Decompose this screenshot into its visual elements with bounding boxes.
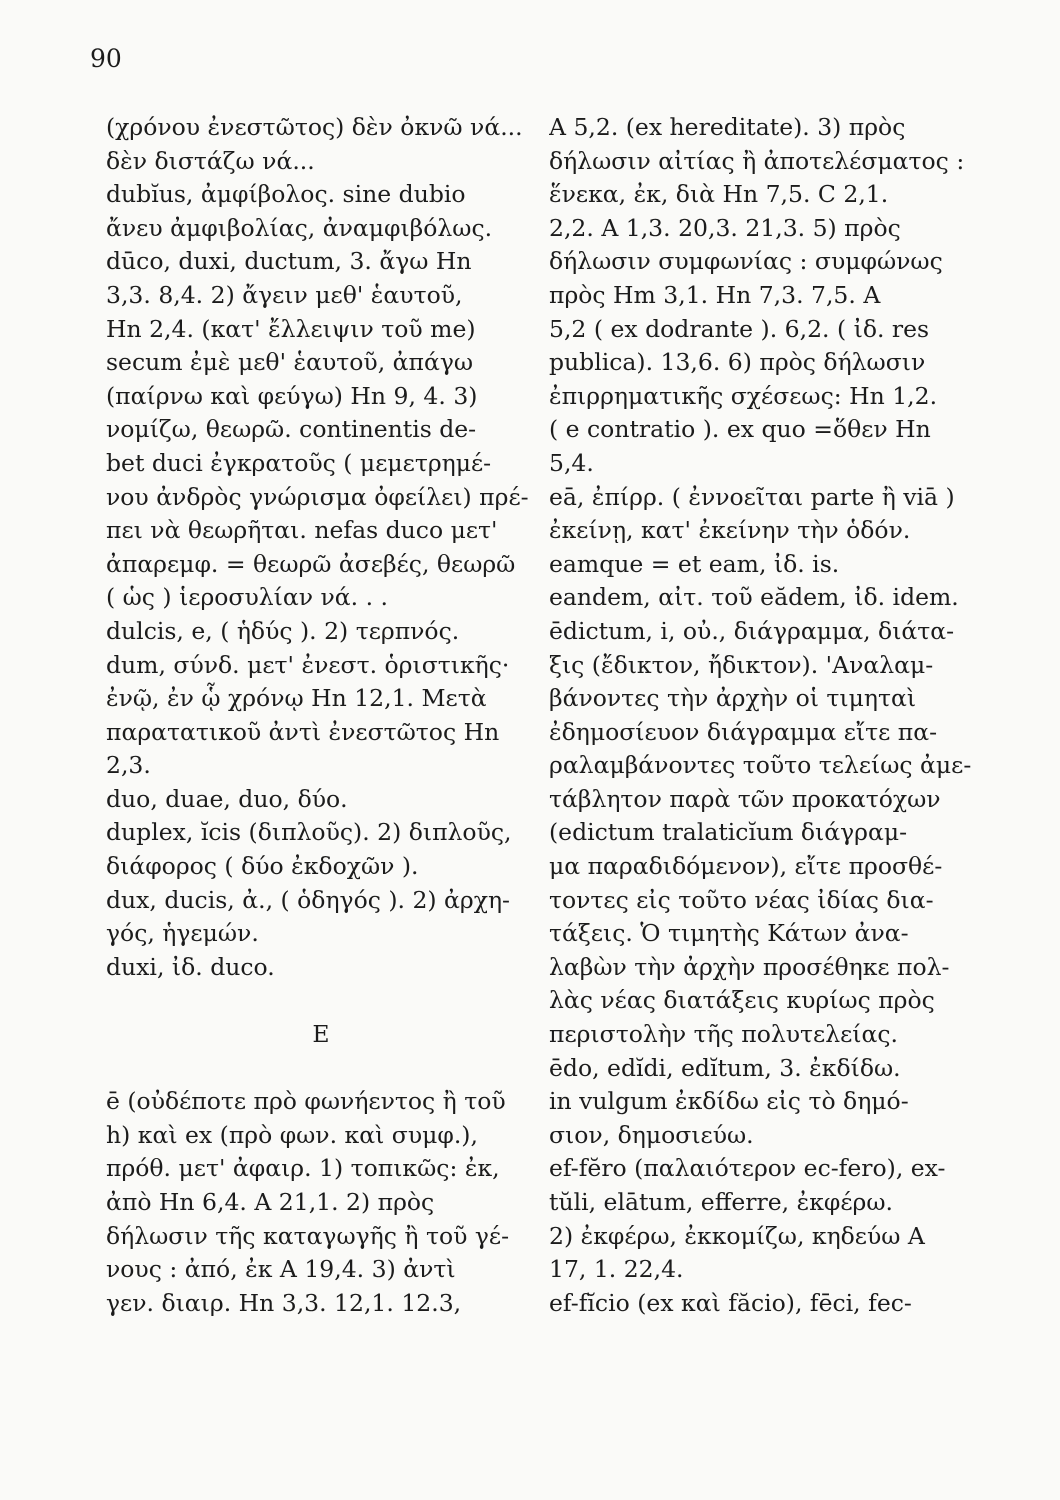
- text-line: dubĭus, ἀμφίβολος. sine dubio: [106, 180, 466, 209]
- text-line: (χρόνου ἐνεστῶτος) δὲν ὀκνῶ νά...: [106, 113, 523, 141]
- text-line: ἕνεκα, ἐκ, διὰ Hn 7,5. C 2,1.: [549, 180, 889, 209]
- text-line: ēdo, edĭdi, edĭtum, 3. ἐκδίδω.: [549, 1053, 901, 1082]
- text-line: [106, 984, 536, 1018]
- text-line: ( ὡς ) ἱεροσυλίαν νά. . .: [106, 583, 388, 612]
- text-line: secum ἐμὲ μεθ' ἑαυτοῦ, ἀπάγω: [106, 348, 474, 377]
- text-line: dūco, duxi, ductum, 3. ἄγω Hn: [106, 247, 472, 276]
- left-column: [106, 111, 536, 1320]
- text-line: Hn 2,4. (κατ' ἔλλειψιν τοῦ me): [106, 314, 476, 343]
- text-line: πει νὰ θεωρῆται. nefas duco μετ': [106, 516, 498, 545]
- text-line: δὲν διστάζω νά...: [106, 146, 315, 175]
- text-line: publica). 13,6. 6) πρὸς δήλωσιν: [549, 348, 926, 377]
- text-line: ραλαμβάνοντες τοῦτο τελείως ἀμε-: [549, 751, 972, 780]
- text-line: δήλωσιν συμφωνίας : συμφώνως: [549, 247, 943, 276]
- text-line: γεν. διαιρ. Hn 3,3. 12,1. 12.3,: [106, 1288, 462, 1317]
- text-line: διάφορος ( δύο ἐκδοχῶν ).: [106, 852, 419, 881]
- page-number: 90: [90, 44, 122, 73]
- text-line: ef-fĕro (παλαιότερον ec-fero), ex-: [549, 1154, 946, 1183]
- text-line: τάξεις. Ὁ τιμητὴς Κάτων ἀνα-: [549, 919, 909, 948]
- text-line: ( e contratio ). ex quo =ὅθεν Hn: [549, 415, 931, 444]
- text-line: dux, ducis, ἀ., ( ὁδηγός ). 2) ἀρχη-: [106, 885, 510, 914]
- text-line: tŭli, elātum, efferre, ἐκφέρω.: [549, 1188, 893, 1216]
- text-line: ἐκείνῃ, κατ' ἐκείνην τὴν ὁδόν.: [549, 516, 911, 545]
- text-line: πρόθ. μετ' ἀφαιρ. 1) τοπικῶς: ἐκ,: [106, 1154, 500, 1183]
- text-line: (edictum tralaticĭum διάγραμ-: [549, 818, 908, 847]
- text-line: ἀπὸ Hn 6,4. A 21,1. 2) πρὸς: [106, 1188, 435, 1216]
- text-line: σιον, δημοσιεύω.: [549, 1120, 754, 1149]
- text-line: eā, ἐπίρρ. ( ἐννοεῖται parte ἢ viā ): [549, 482, 955, 511]
- text-line: duxi, ἰδ. duco.: [106, 952, 275, 981]
- text-line: h) καὶ ex (πρὸ φων. καὶ συμφ.),: [106, 1120, 478, 1149]
- text-line: ἀπαρεμφ. = θεωρῶ ἀσεβές, θεωρῶ: [106, 549, 516, 578]
- text-line: 2,2. A 1,3. 20,3. 21,3. 5) πρὸς: [549, 213, 901, 242]
- text-line: νου ἀνδρὸς γνώρισμα ὀφείλει) πρέ-: [106, 482, 529, 511]
- text-line: eamque = et eam, ἰδ. is.: [549, 549, 840, 578]
- text-line: λαβὼν τὴν ἀρχὴν προσέθηκε πολ-: [549, 952, 950, 981]
- text-line: in vulgum ἐκδίδω εἰς τὸ δημό-: [549, 1087, 909, 1116]
- text-line: νους : ἀπό, ἐκ A 19,4. 3) ἀντὶ: [106, 1255, 456, 1284]
- text-line: [106, 1052, 536, 1086]
- text-line: 17, 1. 22,4.: [549, 1255, 684, 1284]
- text-line: μα παραδιδόμενον), εἴτε προσθέ-: [549, 852, 943, 881]
- section-letter: E: [312, 1020, 330, 1049]
- text-line: ἐπιρρηματικῆς σχέσεως: Hn 1,2.: [549, 381, 938, 410]
- text-line: βάνοντες τὴν ἀρχὴν οἱ τιμηταὶ: [549, 684, 917, 713]
- text-line: πρὸς Hm 3,1. Hn 7,3. 7,5. A: [549, 280, 881, 309]
- text-line: ἐδημοσίευον διάγραμμα εἴτε πα-: [549, 717, 938, 746]
- text-line: ἄνευ ἀμφιβολίας, ἀναμφιβόλως.: [106, 213, 493, 242]
- text-line: δήλωσιν αἰτίας ἢ ἀποτελέσματος :: [549, 146, 965, 175]
- text-line: 3,3. 8,4. 2) ἄγειν μεθ' ἑαυτοῦ,: [106, 280, 463, 309]
- text-line: 2,3.: [106, 751, 151, 780]
- text-line: νομίζω, θεωρῶ. continentis de-: [106, 415, 477, 444]
- text-line: 5,2 ( ex dodrante ). 6,2. ( ἰδ. res: [549, 314, 930, 343]
- text-line: τοντες εἰς τοῦτο νέας ἰδίας δια-: [549, 885, 934, 914]
- text-line: bet duci ἐγκρατοῦς ( μεμετρημέ-: [106, 448, 492, 477]
- text-line: duplex, ĭcis (διπλοῦς). 2) διπλοῦς,: [106, 818, 512, 847]
- text-line: 2) ἐκφέρω, ἐκκομίζω, κηδεύω A: [549, 1221, 925, 1250]
- text-line: ef-fĭcio (ex καὶ făcio), fēci, fec-: [549, 1288, 912, 1317]
- text-line: ἐνῷ, ἐν ᾧ χρόνῳ Hn 12,1. Μετὰ: [106, 684, 487, 713]
- text-line: ξις (ἔδικτον, ἤδικτον). 'Αναλαμ-: [549, 650, 934, 679]
- text-line: (παίρνω καὶ φεύγω) Hn 9, 4. 3): [106, 381, 478, 410]
- text-line: τάβλητον παρὰ τῶν προκατόχων: [549, 784, 941, 813]
- text-line: γός, ἡγεμών.: [106, 919, 259, 948]
- text-line: λὰς νέας διατάξεις κυρίως πρὸς: [549, 986, 935, 1015]
- text-line: dulcis, e, ( ἡδύς ). 2) τερπνός.: [106, 616, 460, 645]
- text-line: A 5,2. (ex hereditate). 3) πρὸς: [549, 113, 906, 141]
- text-line: δήλωσιν τῆς καταγωγῆς ἢ τοῦ γέ-: [106, 1221, 510, 1250]
- text-line: 5,4.: [549, 448, 594, 477]
- text-line: ē (οὐδέποτε πρὸ φωνήεντος ἢ τοῦ: [106, 1087, 506, 1116]
- text-line: eandem, αἰτ. τοῦ eădem, ἰδ. idem.: [549, 583, 959, 612]
- right-column: [549, 111, 979, 1320]
- text-line: dum, σύνδ. μετ' ἐνεστ. ὁριστικῆς·: [106, 650, 510, 679]
- text-line: duo, duae, duo, δύο.: [106, 784, 348, 813]
- text-line: παρατατικοῦ ἀντὶ ἐνεστῶτος Hn: [106, 717, 500, 746]
- text-line: ēdictum, i, οὐ., διάγραμμα, διάτα-: [549, 616, 955, 645]
- text-line: περιστολὴν τῆς πολυτελείας.: [549, 1020, 899, 1049]
